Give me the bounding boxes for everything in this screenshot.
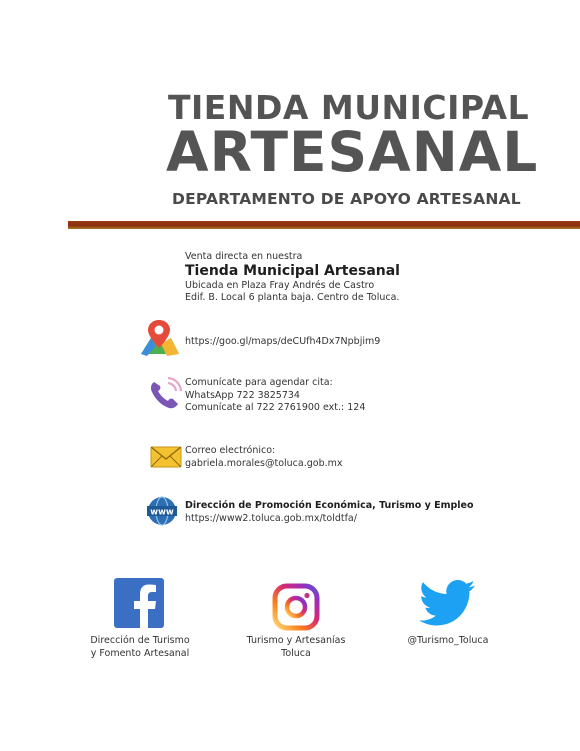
web-department: Dirección de Promoción Económica, Turismo y Empleo (185, 500, 474, 511)
instagram-icon[interactable] (272, 583, 320, 631)
email-label: Correo electrónico: (185, 445, 276, 456)
envelope-icon (150, 446, 182, 468)
intro-line-1: Venta directa en nuestra (185, 251, 303, 262)
twitter-handle[interactable]: @Turismo_Toluca (407, 635, 489, 646)
intro-line-3: Ubicada en Plaza Fray Andrés de Castro (185, 280, 375, 291)
title-line-1: TIENDA MUNICIPAL (168, 88, 530, 127)
twitter-icon[interactable] (418, 580, 476, 628)
email-address[interactable]: gabriela.morales@toluca.gob.mx (185, 457, 343, 469)
title-line-2: ARTESANAL (166, 120, 539, 184)
www-globe-icon (147, 496, 177, 526)
svg-text:www: www (150, 507, 174, 518)
facebook-icon[interactable] (114, 578, 164, 628)
phone-number[interactable]: Comunícate al 722 2761900 ext.: 124 (185, 402, 366, 413)
facebook-caption (70, 634, 210, 660)
instagram-caption-line-2: Toluca (281, 648, 311, 659)
web-link[interactable]: https://www2.toluca.gob.mx/toldtfa/ (185, 512, 357, 524)
whatsapp-number[interactable]: WhatsApp 722 3825734 (185, 389, 300, 401)
instagram-caption-line-1: Turismo y Artesanías (246, 635, 346, 646)
phone-line-1: Comunícate para agendar cita: (185, 377, 333, 388)
store-intro (185, 251, 400, 304)
map-link-row (185, 336, 380, 349)
intro-line-4: Edif. B. Local 6 planta baja. Centro de Toluca. (185, 292, 400, 303)
phone-block (185, 377, 365, 415)
instagram-caption (226, 634, 366, 660)
facebook-caption-line-2: y Fomento Artesanal (90, 648, 190, 659)
map-link[interactable]: https://goo.gl/maps/deCUfh4Dx7Npbjim9 (185, 336, 381, 347)
facebook-caption-line-1: Dirección de Turismo (90, 635, 190, 646)
store-name: Tienda Municipal Artesanal (185, 263, 400, 279)
divider-bar (68, 221, 580, 229)
subtitle: DEPARTAMENTO DE APOYO ARTESANAL (172, 190, 521, 208)
email-block (185, 445, 343, 470)
phone-icon (147, 376, 183, 412)
web-block (185, 500, 474, 525)
map-pin-icon (139, 318, 181, 358)
twitter-caption (378, 634, 518, 647)
